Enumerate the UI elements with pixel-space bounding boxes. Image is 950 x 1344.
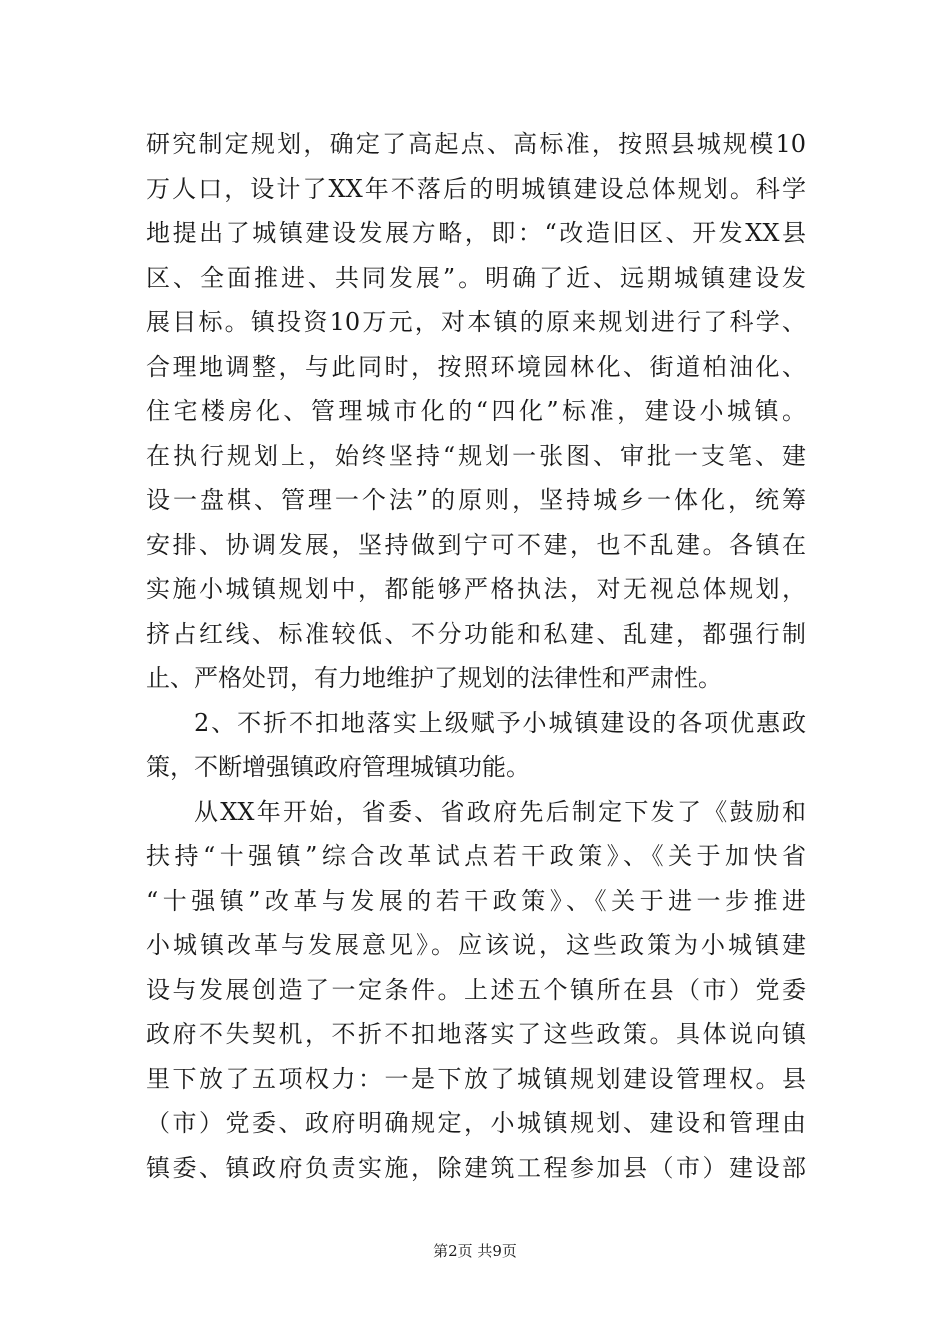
text-line: 研究制定规划，确定了高起点、高标准，按照县城规模10 bbox=[146, 130, 806, 158]
text-line: 展目标。镇投资10万元，对本镇的原来规划进行了科学、 bbox=[146, 308, 806, 336]
text-line: 政府不失契机，不折不扣地落实了这些政策。具体说向镇 bbox=[146, 1020, 806, 1048]
text-line: 设一盘棋、管理一个法”的原则，坚持城乡一体化，统筹 bbox=[146, 486, 806, 514]
text-line: 镇委、镇政府负责实施，除建筑工程参加县（市）建设部 bbox=[146, 1153, 806, 1182]
text-line: 止、严格处罚，有力地维护了规划的法律性和严肃性。 bbox=[146, 664, 722, 692]
text-line: 区、全面推进、共同发展”。明确了近、远期城镇建设发 bbox=[146, 263, 806, 292]
page-number-footer: 第2页 共9页 bbox=[433, 1242, 517, 1260]
document-body bbox=[146, 122, 806, 1190]
text-line: 安排、协调发展，坚持做到宁可不建，也不乱建。各镇在 bbox=[146, 530, 806, 559]
text-line: 合理地调整，与此同时，按照环境园林化、街道柏油化、 bbox=[146, 352, 806, 381]
text-line: 从XX年开始，省委、省政府先后制定下发了《鼓励和 bbox=[194, 797, 806, 826]
text-line: 住宅楼房化、管理城市化的“四化”标准，建设小城镇。 bbox=[146, 397, 806, 425]
text-line: 在执行规划上，始终坚持“规划一张图、审批一支笔、建 bbox=[146, 441, 806, 470]
text-line: 实施小城镇规划中，都能够严格执法，对无视总体规划， bbox=[146, 575, 806, 603]
text-line: 小城镇改革与发展意见》。应该说，这些政策为小城镇建 bbox=[146, 931, 806, 959]
text-line: 策，不断增强镇政府管理城镇功能。 bbox=[146, 753, 530, 781]
text-line: “十强镇”改革与发展的若干政策》、《关于进一步推进 bbox=[146, 886, 806, 915]
text-line: 2、不折不扣地落实上级赋予小城镇建设的各项优惠政 bbox=[194, 708, 806, 737]
text-line: 万人口，设计了XX年不落后的明城镇建设总体规划。科学 bbox=[146, 174, 806, 203]
text-line: 挤占红线、标准较低、不分功能和私建、乱建，都强行制 bbox=[146, 619, 806, 648]
text-line: 里下放了五项权力：一是下放了城镇规划建设管理权。县 bbox=[146, 1064, 806, 1093]
text-line: （市）党委、政府明确规定，小城镇规划、建设和管理由 bbox=[146, 1109, 806, 1137]
text-line: 设与发展创造了一定条件。上述五个镇所在县（市）党委 bbox=[146, 975, 806, 1004]
text-line: 地提出了城镇建设发展方略，即：“改造旧区、开发XX县 bbox=[146, 219, 806, 247]
text-line: 扶持“十强镇”综合改革试点若干政策》、《关于加快省 bbox=[146, 842, 806, 870]
